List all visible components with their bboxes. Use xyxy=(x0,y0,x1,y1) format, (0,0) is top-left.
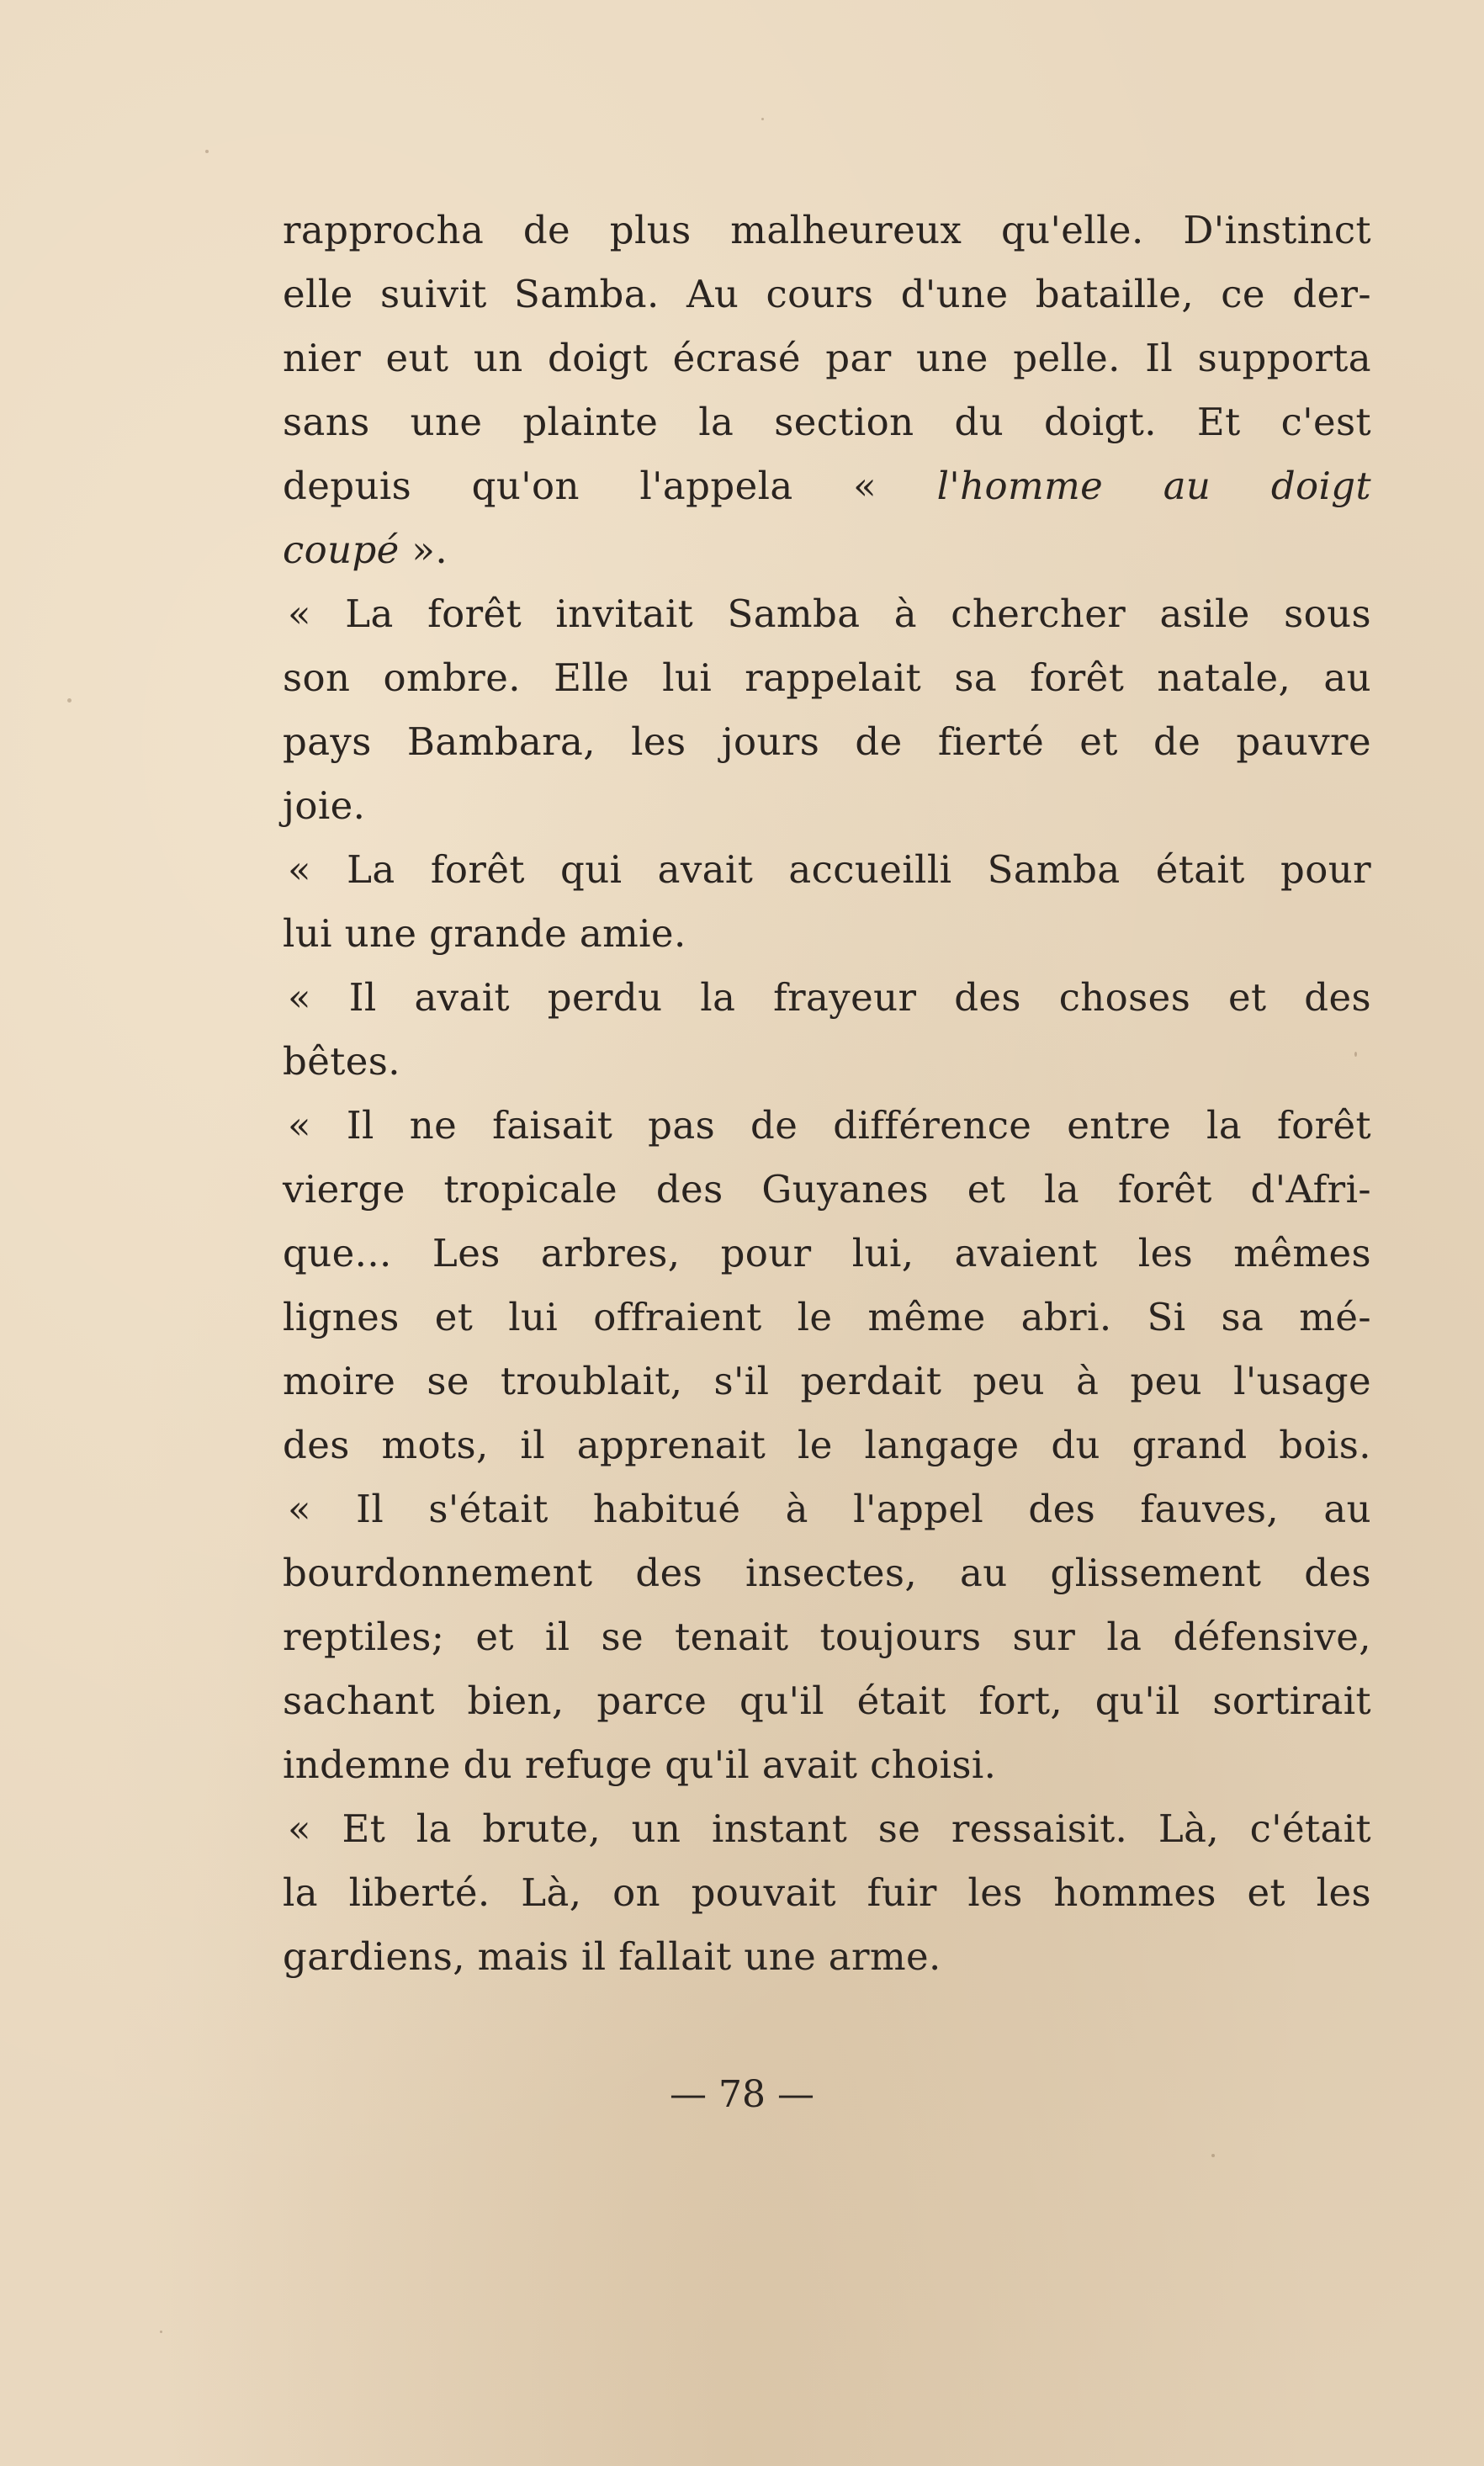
page-body-text xyxy=(283,199,1371,1989)
text-line: « Et la brute, un instant se ressaisit. Là, c'était xyxy=(288,1806,1371,1851)
text-line: son ombre. Elle lui rappelait sa forêt natale, au xyxy=(283,655,1371,700)
text-line: nier eut un doigt écrasé par une pelle. Il supporta xyxy=(283,336,1371,380)
text-fragment: depuis qu'on l'appela « xyxy=(283,464,937,508)
text-line: moire se troublait, s'il perdait peu à peu l'usage xyxy=(283,1359,1371,1403)
text-line: « Il ne faisait pas de différence entre la forêt xyxy=(288,1103,1371,1148)
text-line: gardiens, mais il fallait une arme. xyxy=(283,1934,941,1979)
text-line: rapprocha de plus malheureux qu'elle. D'instinct xyxy=(283,208,1371,252)
text-line: la liberté. Là, on pouvait fuir les hommes et les xyxy=(283,1870,1371,1915)
paper-speck xyxy=(67,698,72,703)
text-line: reptiles; et il se tenait toujours sur la défensive, xyxy=(283,1615,1371,1659)
text-line: vierge tropicale des Guyanes et la forêt d'Afri- xyxy=(283,1167,1371,1212)
paper-speck xyxy=(1354,1052,1357,1057)
text-line: des mots, il apprenait le langage du grand bois. xyxy=(283,1423,1371,1467)
text-line: sans une plainte la section du doigt. Et c'est xyxy=(283,400,1371,444)
text-line: lignes et lui offraient le même abri. Si sa mé- xyxy=(283,1295,1371,1339)
text-line-italic-mixed xyxy=(283,454,1371,518)
text-line-italic-mixed xyxy=(283,518,1371,582)
text-fragment: ». xyxy=(399,528,448,572)
paper-speck xyxy=(761,118,764,120)
italic-fragment: coupé xyxy=(283,528,400,572)
text-line: « La forêt qui avait accueilli Samba était pour xyxy=(288,847,1371,892)
text-line: elle suivit Samba. Au cours d'une bataille, ce der- xyxy=(283,272,1371,316)
text-line: bourdonnement des insectes, au glissement des xyxy=(283,1551,1371,1595)
page-number: — 78 — xyxy=(670,2073,814,2116)
text-line: joie. xyxy=(283,783,366,828)
text-line: indemne du refuge qu'il avait choisi. xyxy=(283,1742,997,1787)
text-line: « La forêt invitait Samba à chercher asile sous xyxy=(288,591,1371,636)
text-line: pays Bambara, les jours de fierté et de pauvre xyxy=(283,719,1371,764)
text-line: sachant bien, parce qu'il était fort, qu'il sortirait xyxy=(283,1678,1371,1723)
paper-speck xyxy=(205,150,209,153)
text-line: que... Les arbres, pour lui, avaient les mêmes xyxy=(283,1231,1371,1275)
text-line: lui une grande amie. xyxy=(283,911,686,956)
paper-speck xyxy=(1211,2154,1215,2157)
paper-speck xyxy=(160,2331,162,2333)
italic-fragment: l'homme au doigt xyxy=(936,464,1371,508)
text-line: « Il avait perdu la frayeur des choses et des xyxy=(288,975,1371,1020)
text-line: bêtes. xyxy=(283,1039,400,1084)
text-line: « Il s'était habitué à l'appel des fauves, au xyxy=(288,1487,1371,1531)
